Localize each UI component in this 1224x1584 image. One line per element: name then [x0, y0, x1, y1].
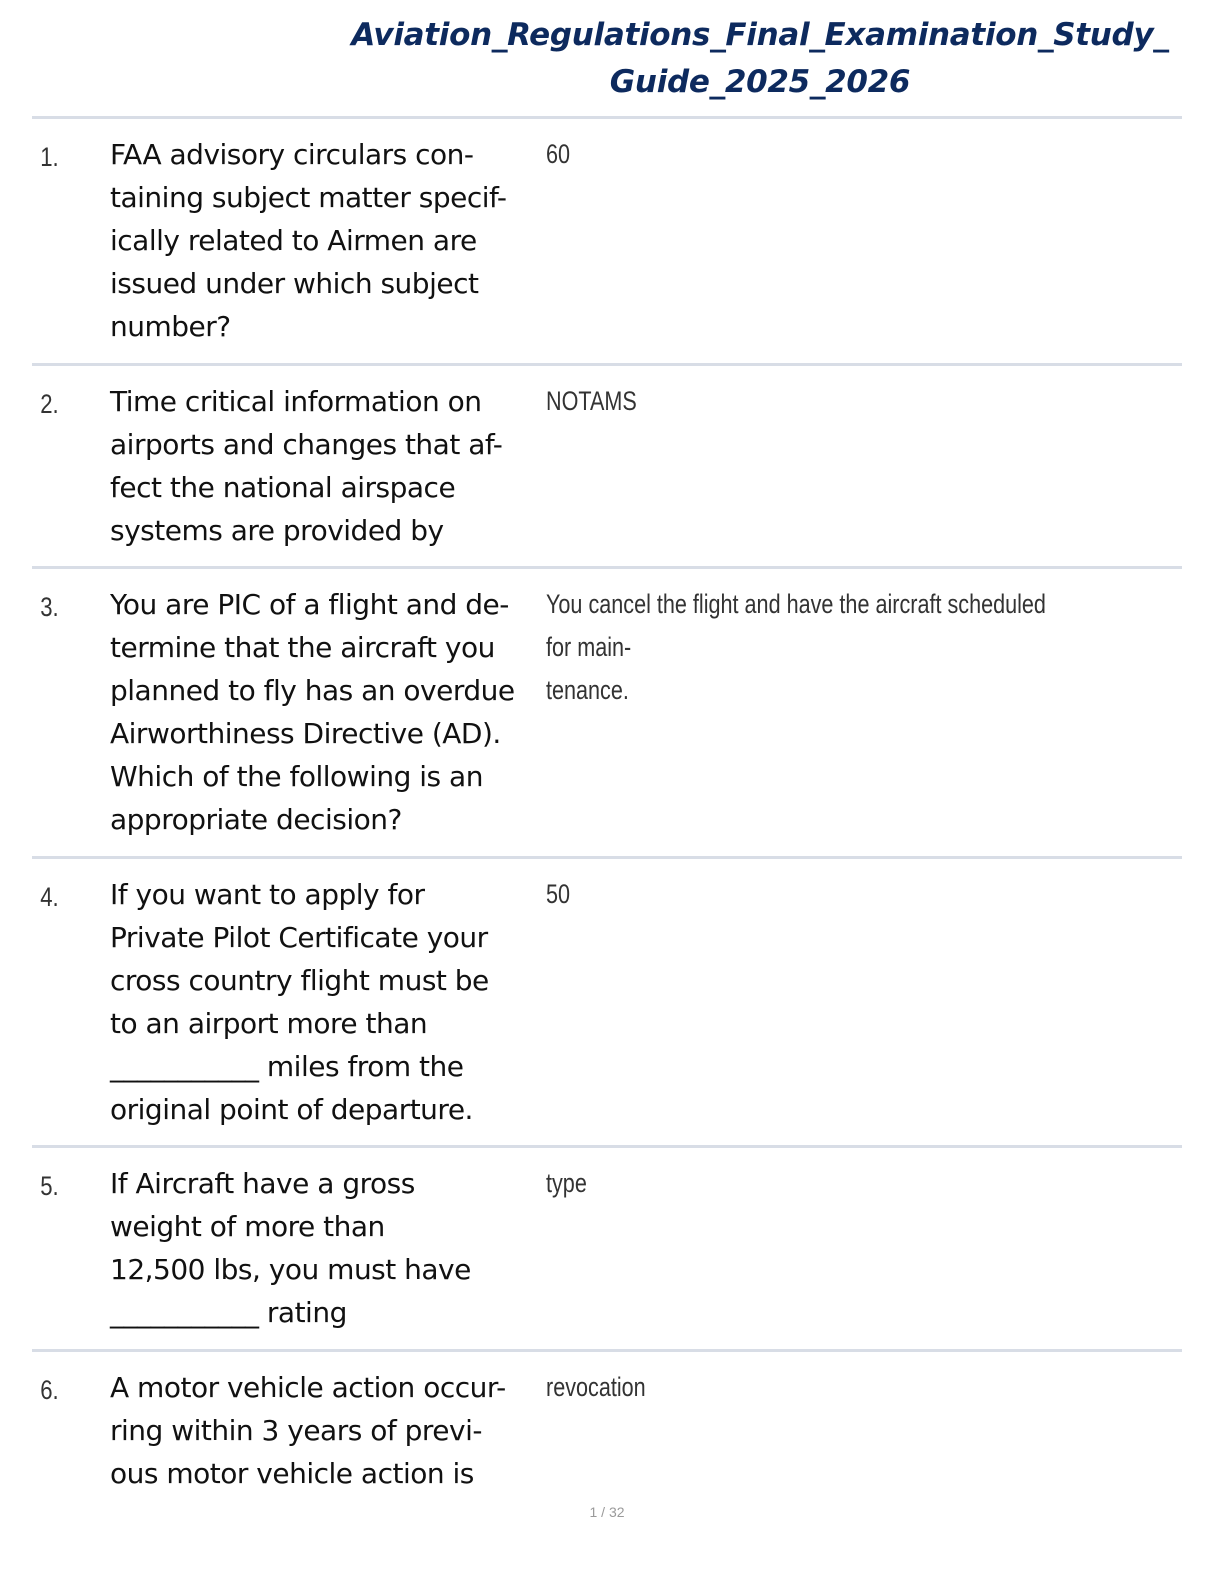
question-text: You are PIC of a flight and de- termine that the aircraft you planned to fly has an overdue Airworthiness Directive (AD). Which of the following is an appropriate decision?: [110, 588, 515, 836]
question-number: 3.: [40, 592, 59, 622]
page-indicator: 1 / 32: [589, 1504, 625, 1520]
question-text: Time critical information on airports and changes that af- fect the national airspace systems are provided by: [110, 385, 503, 547]
question-answer-list: [32, 116, 1182, 1502]
question-text: FAA advisory circulars con- taining subject matter specif- ically related to Airmen are issued under which subject number?: [110, 138, 507, 343]
answer-text: NOTAMS: [546, 386, 637, 416]
question-number: 4.: [40, 882, 59, 912]
document-title: [300, 12, 1220, 106]
question-number: 2.: [40, 389, 59, 419]
question-number: 1.: [40, 142, 59, 172]
qa-row-3: [32, 569, 1182, 859]
qa-row-6: [32, 1352, 1182, 1502]
answer-text: 50: [546, 879, 571, 909]
document-title-line-2: Guide_2025_2026: [609, 64, 911, 100]
answer-text: You cancel the flight and have the aircraft scheduled for main- tenance.: [546, 589, 1046, 705]
qa-row-1: [32, 119, 1182, 366]
question-number: 6.: [40, 1375, 59, 1405]
answer-text: revocation: [546, 1372, 646, 1402]
qa-row-2: [32, 366, 1182, 569]
document-title-line-1: Aviation_Regulations_Final_Examination_Study_: [351, 17, 1169, 53]
question-text: If you want to apply for Private Pilot Certificate your cross country flight must be to an airport more than ___________ miles from the original point of departure.: [110, 878, 489, 1126]
question-text: If Aircraft have a gross weight of more than 12,500 lbs, you must have ___________ rating: [110, 1167, 471, 1329]
question-number: 5.: [40, 1171, 59, 1201]
question-text: A motor vehicle action occur- ring within 3 years of previ- ous motor vehicle action is: [110, 1371, 506, 1490]
answer-text: type: [546, 1168, 587, 1198]
answer-text: 60: [546, 139, 571, 169]
qa-row-4: [32, 859, 1182, 1148]
qa-row-5: [32, 1148, 1182, 1352]
